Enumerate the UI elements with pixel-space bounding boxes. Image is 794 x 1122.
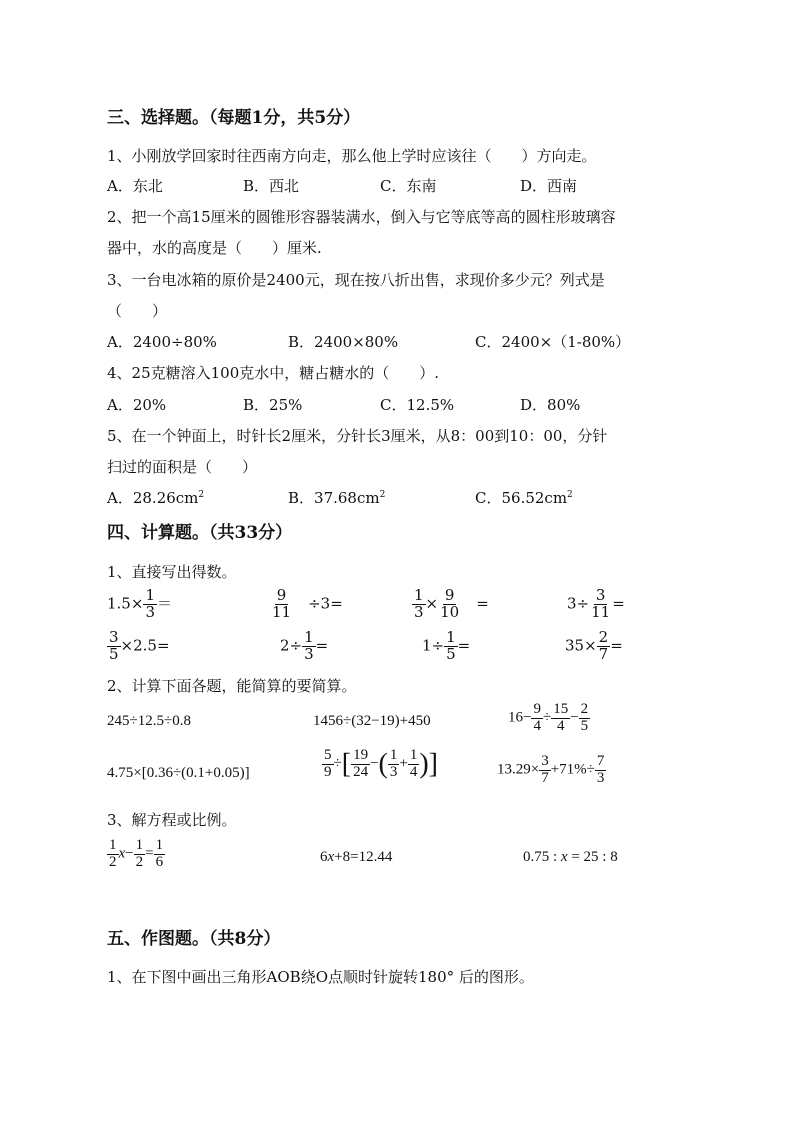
q4-option-a: A．20%: [107, 396, 167, 414]
calc-1-5: $\frac{3}{5}$ ×2.5=: [109, 628, 170, 663]
calc-2-3: 16− $\frac{9}{4}$ ÷ $\frac{15}{4}$ − $\frac{2}{5}$: [508, 701, 589, 734]
q5-line-2: 扫过的面积是（ ）: [107, 458, 258, 476]
q3-line-1: 3、一台电冰箱的原价是2400元，现在按八折出售，求现价多少元？列式是: [107, 271, 605, 289]
calc-1-7: 1÷ $\frac{1}{5}$ =: [422, 628, 471, 663]
q1-option-d: D．西南: [520, 177, 578, 195]
calc-2-4: 4.75×[0.36÷(0.1+0.05)]: [107, 765, 250, 781]
q2-line-2: 器中，水的高度是（ ）厘米.: [107, 239, 322, 257]
q1-option-b: B．西北: [243, 177, 300, 195]
equation-1: $\frac{1}{2}$ x− $\frac{1}{2}$ = $\frac{1}{6}$: [109, 837, 164, 870]
q3-option-b: B．2400×80%: [288, 333, 399, 351]
q3-option-a: A．2400÷80%: [107, 333, 217, 351]
section-4-title: 四、计算题。（共33分）: [107, 523, 293, 543]
calc-2-5: $\frac{5}{9}$ ÷[ $\frac{19}{24}$ −( $\frac{1}{3}$ + $\frac{1}{4}$ )]: [324, 747, 438, 780]
equation-3: 0.75 : x = 25 : 8: [523, 849, 618, 865]
calc-2-6: 13.29× $\frac{3}{7}$ +71%÷ $\frac{7}{3}$: [497, 753, 605, 786]
calc-1-1: 1.5× $\frac{1}{3}$ ＝: [107, 586, 172, 621]
part-1-heading: 1、直接写出得数。: [107, 563, 237, 581]
q5-option-c: C．$56.52cm^2$: [475, 489, 573, 507]
calc-1-3: $\frac{1}{3}$ × $\frac{9}{10}$ =: [414, 586, 489, 621]
q3-option-c: C．2400×（1-80%）: [475, 333, 631, 351]
part-3-heading: 3、解方程或比例。: [107, 811, 237, 829]
section-3-title: 三、选择题。（每题1分，共5分）: [107, 108, 361, 128]
q4-option-b: B．25%: [243, 396, 303, 414]
q4-text: 4、25克糖溶入100克水中，糖占糖水的（ ）.: [107, 364, 440, 382]
section-5-title: 五、作图题。（共8分）: [107, 929, 281, 949]
q3-line-2: （ ）: [107, 302, 168, 320]
q1-option-a: A．东北: [107, 177, 163, 195]
calc-1-8: 35× $\frac{2}{7}$ =: [565, 628, 623, 663]
q5-line-1: 5、在一个钟面上，时针长2厘米，分针长3厘米，从8：00到10：00，分针: [107, 427, 608, 445]
q1-option-c: C．东南: [380, 177, 437, 195]
q4-option-c: C．12.5%: [380, 396, 455, 414]
q5-option-a: A．$28.26cm^2$: [107, 489, 205, 507]
q1-text: 1、小刚放学回家时往西南方向走，那么他上学时应该往（ ）方向走。: [107, 147, 597, 165]
calc-1-6: 2÷ $\frac{1}{3}$ =: [280, 628, 329, 663]
equation-2: 6x+8=12.44: [320, 849, 393, 865]
calc-1-4: 3÷ $\frac{3}{11}$ =: [567, 586, 625, 621]
calc-1-2: $\frac{9}{11}$ ÷3=: [272, 586, 343, 621]
sec5-q1-text: 1、在下图中画出三角形AOB绕O点顺时针旋转180° 后的图形。: [107, 968, 534, 986]
q2-line-1: 2、把一个高15厘米的圆锥形容器装满水，倒入与它等底等高的圆柱形玻璃容: [107, 208, 616, 226]
q5-option-b: B．$37.68cm^2$: [288, 489, 386, 507]
calc-2-2: 1456÷(32−19)+450: [313, 713, 431, 729]
part-2-heading: 2、计算下面各题，能简算的要简算。: [107, 677, 357, 695]
calc-2-1: 245÷12.5÷0.8: [107, 713, 191, 729]
q4-option-d: D．80%: [520, 396, 581, 414]
